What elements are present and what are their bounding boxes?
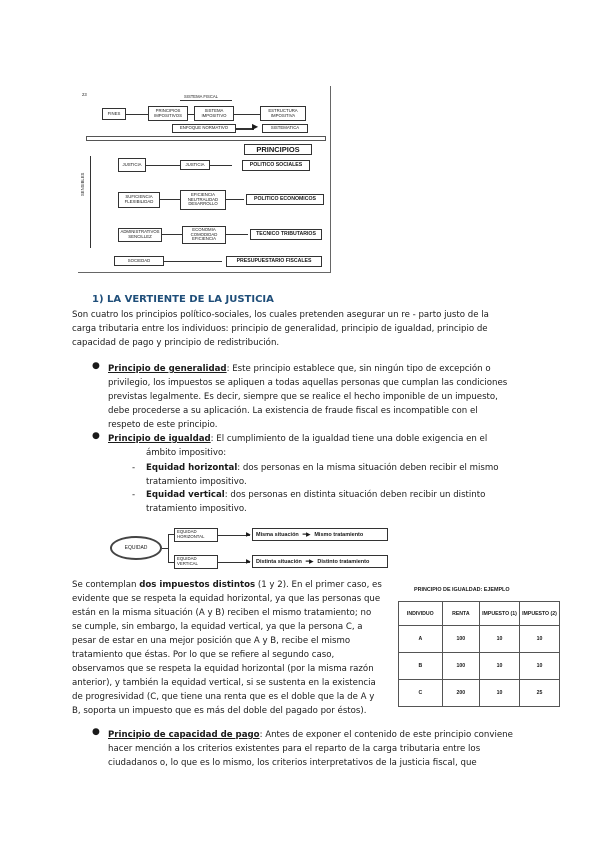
igualdad-line-2: ámbito impositivo: — [146, 448, 227, 458]
igualdad-term: Principio de igualdad — [108, 434, 211, 444]
equidad-horizontal-text: : dos personas en la misma situación deben recibir el mismo — [237, 463, 499, 473]
table-cell: 100 — [442, 626, 479, 653]
mismo-tratamiento-label: Mismo tratamiento — [314, 531, 364, 538]
table-cell: 10 — [519, 653, 559, 680]
table-cell: 10 — [480, 626, 520, 653]
impuestos-line-5: pesar de estar en una mejor posición que A y B, recibe el mismo — [72, 636, 351, 646]
ejemplo-table — [398, 601, 560, 707]
section-title: 1) LA VERTIENTE DE LA JUSTICIA — [92, 294, 274, 305]
impuestos-bold: dos impuestos distintos — [139, 580, 256, 590]
principios-title-box: PRINCIPIOS — [244, 144, 312, 155]
equidad-vertical-line-1 — [146, 488, 485, 502]
dash-icon: - — [132, 463, 136, 473]
equidad-vertical-line-2: tratamiento impositivo. — [146, 504, 247, 514]
generalidad-text: : Este principio establece que, sin ningún tipo de excepción o — [226, 364, 491, 374]
capacidad-text: : Antes de exponer el contenido de este principio conviene — [259, 730, 513, 740]
impuestos-line-1c: (1 y 2). En el primer caso, es — [255, 580, 382, 590]
arrow-right-icon: ━▶ — [305, 558, 314, 565]
ejemplo-table-title: PRINCIPIO DE IGUALDAD: EJEMPLO — [414, 587, 510, 593]
estructura-impositiva-box: ESTRUCTURA IMPOSITIVA — [260, 106, 306, 121]
table-row — [399, 653, 560, 680]
capacidad-line-3: ciudadanos o, lo que es lo mismo, los criterios interpretativos de la justicia fiscal, que — [108, 758, 477, 768]
arrow-right-icon: ━▶ — [302, 531, 311, 538]
bullet-icon: ● — [92, 361, 100, 371]
table-header-row — [399, 602, 560, 626]
impuestos-line-9: de progresividad (C, que tiene una renta que es el doble que la de A y — [72, 692, 375, 702]
table-cell: A — [399, 626, 443, 653]
table-cell: 25 — [519, 680, 559, 707]
table-header-cell: RENTA — [442, 602, 479, 626]
distinto-tratamiento-label: Distinto tratamiento — [317, 558, 370, 565]
impuestos-line-1a: Se contemplan — [72, 580, 140, 590]
generalidad-line-1 — [108, 362, 491, 376]
arrow-right-icon: ▶ — [252, 122, 259, 131]
table-cell: 10 — [480, 653, 520, 680]
impuestos-line-2: evidente que se respeta la equidad horizontal, ya que las personas que — [72, 594, 381, 604]
table-header-cell: IMPUESTO (2) — [519, 602, 559, 626]
impuestos-line-10: B, soporta un impuesto que es más del doble del pagado por éstos). — [72, 706, 367, 716]
row1-mid-box: JUSTICIA — [180, 160, 210, 170]
generalidad-term: Principio de generalidad — [108, 364, 227, 374]
table-header-cell: IMPUESTO (1) — [480, 602, 520, 626]
vertical-label: SENSIBLES — [80, 172, 85, 196]
generalidad-line-4: debe procederse a su aplicación. La existencia de fraude fiscal es incompatible con el — [108, 406, 478, 416]
generalidad-line-5: respeto de este principio. — [108, 420, 218, 430]
sistema-impositivo-box: SISTEMA IMPOSITIVO — [194, 106, 234, 121]
igualdad-text: : El cumplimiento de la igualdad tiene una doble exigencia en el — [210, 434, 488, 444]
row3-mid-box: ECONOMIA COMODIDAD EFICIENCIA — [182, 226, 226, 244]
equidad-vertical-box: EQUIDAD VERTICAL — [174, 555, 218, 569]
sistematica-box: SISTEMATICA — [262, 124, 308, 133]
impuestos-line-4: se cumple, sin embargo, la equidad vertical, ya que la persona C, a — [72, 622, 363, 632]
row3-left-box: ADMINISTRATIVOS SENCILLEZ — [118, 228, 162, 242]
table-header-cell: INDIVIDUO — [399, 602, 443, 626]
table-row — [399, 680, 560, 707]
intro-line-2: carga tributaria entre los individuos: principio de generalidad, principio de igualdad, principio de — [72, 324, 488, 334]
equidad-horizontal-box: EQUIDAD HORIZONTAL — [174, 528, 218, 542]
impuestos-line-1 — [72, 578, 382, 592]
intro-line-1: Son cuatro los principios político-sociales, los cuales pretenden asegurar un re - parto justo de la — [72, 310, 489, 320]
misma-situacion-label: Misma situación — [256, 531, 299, 538]
capacidad-line-2: hacer mención a los criterios existentes para el reparto de la carga tributaria entre los — [108, 744, 481, 754]
table-cell: B — [399, 653, 443, 680]
generalidad-line-3: previstas legalmente. Es decir, siempre que se realice el hecho imponible de un impuesto, — [108, 392, 498, 402]
equidad-oval — [110, 536, 162, 560]
equidad-horizontal-term: Equidad horizontal — [146, 463, 238, 473]
table-cell: 10 — [480, 680, 520, 707]
dash-icon: - — [132, 490, 136, 500]
diagram-top-label: SISTEMA FISCAL — [184, 94, 218, 99]
arrow-right-icon: ▶ — [246, 558, 251, 565]
impuestos-line-3: están en la misma situación (A y B) reciben el mismo tratamiento; no — [72, 608, 372, 618]
diagram-page-number: 23 — [82, 92, 87, 97]
impuestos-line-8: anterior), y también la equidad vertical, si se sustenta en la existencia — [72, 678, 376, 688]
misma-situacion-box — [252, 528, 388, 541]
bottom-left-box: SOCIEDAD — [114, 256, 164, 266]
enfoque-normativo-box: ENFOQUE NORMATIVO — [172, 124, 236, 133]
equidad-vertical-term: Equidad vertical — [146, 490, 225, 500]
capacidad-line-1 — [108, 728, 513, 742]
row2-left-box: SUFICIENCIA FLEXIBILIDAD — [118, 192, 160, 208]
distinta-situacion-label: Distinta situación — [256, 558, 302, 565]
equidad-diagram — [110, 524, 390, 572]
equidad-horizontal-line-1 — [146, 461, 499, 475]
row1-left-box: JUSTICIA — [118, 158, 146, 172]
fiscal-system-diagram — [78, 86, 331, 273]
row3-right-box: TECNICO TRIBUTARIOS — [250, 229, 322, 240]
equidad-vertical-text: : dos personas en distinta situación deben recibir un distinto — [224, 490, 486, 500]
fines-box: FINES — [102, 108, 126, 120]
principios-impositivos-box: PRINCIPIOS IMPOSITIVOS — [148, 106, 188, 121]
table-cell: 200 — [442, 680, 479, 707]
bullet-icon: ● — [92, 727, 100, 737]
arrow-right-icon: ▶ — [246, 531, 251, 538]
distinta-situacion-box — [252, 555, 388, 568]
intro-line-3: capacidad de pago y principio de redistribución. — [72, 338, 280, 348]
capacidad-term: Principio de capacidad de pago — [108, 730, 260, 740]
table-cell: 10 — [519, 626, 559, 653]
table-cell: 100 — [442, 653, 479, 680]
table-cell: C — [399, 680, 443, 707]
generalidad-line-2: privilegio, los impuestos se apliquen a todas aquellas personas que cumplan las condiciones — [108, 378, 508, 388]
equidad-horizontal-line-2: tratamiento impositivo. — [146, 477, 247, 487]
equidad-center-label: EQUIDAD — [124, 544, 148, 551]
row2-right-box: POLITICO ECONOMICOS — [246, 194, 324, 205]
bottom-right-box: PRESUPUESTARIO FISCALES — [226, 256, 322, 267]
row2-mid-box: EFICIENCIA NEUTRALIDAD DESARROLLO — [180, 190, 226, 210]
impuestos-line-7: observamos que se respeta la equidad horizontal (por la misma razón — [72, 664, 374, 674]
row1-right-box: POLITICO SOCIALES — [242, 160, 310, 171]
bullet-icon: ● — [92, 431, 100, 441]
table-row — [399, 626, 560, 653]
igualdad-line-1 — [108, 432, 487, 446]
impuestos-line-6: tratamiento que éstas. Por lo que se refiere al segundo caso, — [72, 650, 335, 660]
